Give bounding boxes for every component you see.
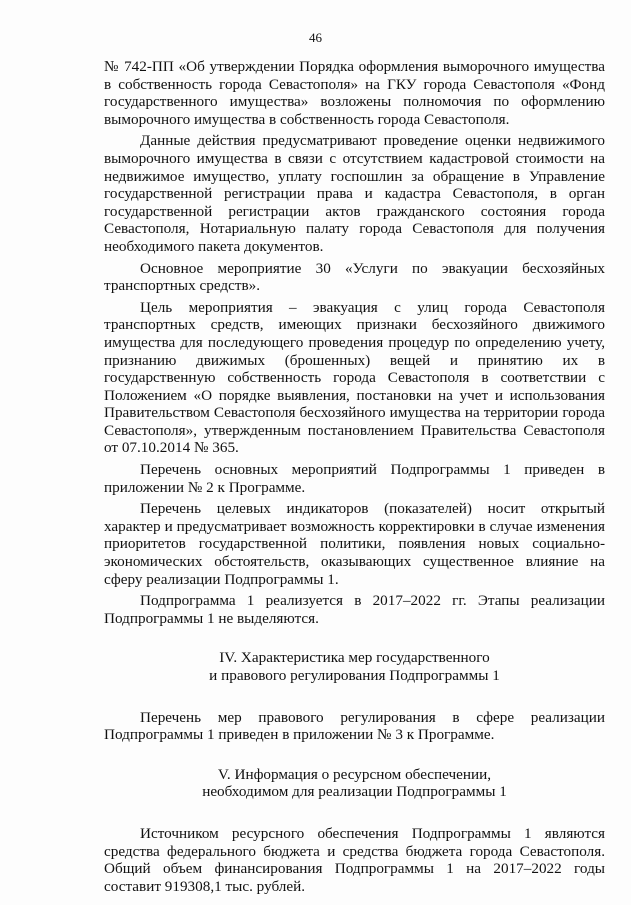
paragraph-activities-list: Перечень основных мероприятий Подпрограммы 1 приведен в приложении № 2 к Программе. bbox=[104, 461, 605, 496]
paragraph-legal-regulation: Перечень мер правового регулирования в сфере реализации Подпрограммы 1 приведен в приложении № 3 к Программе. bbox=[104, 708, 605, 744]
document-body bbox=[104, 58, 605, 895]
paragraph-funding: Источником ресурсного обеспечения Подпрограммы 1 являются средства федерального бюджета и средства бюджета города Севастополя. Общий объем финансирования Подпрограммы 1 на 2017–2022 годы составит 919308,1 тыс. рублей. bbox=[104, 824, 605, 895]
paragraph-activity-goal: Цель мероприятия – эвакуация с улиц города Севастополя транспортных средств, имеющих признаки бесхозяйного движимого имущества для последующего проведения процедур по определению учету, признанию движимых (брошенных) вещей и принятию их в государственную собственность города Севастополя в соответствии с Положением «О порядке выявления, постановки на учет и использования Правительством Севастополя бесхозяйного имущества на территории города Севастополя», утвержденным постановлением Правительства Севастополя от 07.10.2014 № 365. bbox=[104, 298, 605, 457]
section-5-heading-line-2: необходимом для реализации Подпрограммы 1 bbox=[202, 783, 507, 801]
paragraph-main-activity-30: Основное мероприятие 30 «Услуги по эвакуации бесхозяйных транспортных средств». bbox=[104, 259, 605, 295]
paragraph-decree-reference: № 742-ПП «Об утверждении Порядка оформления выморочного имущества в собственность города Севастополя» на ГКУ города Севастополя «Фонд государственного имущества» возложены полномочия по оформлению выморочного имущества в собственность города Севастополя. bbox=[104, 58, 605, 128]
section-5-heading-line-1: V. Информация о ресурсном обеспечении, bbox=[217, 765, 492, 783]
section-4-heading-line-1: IV. Характеристика мер государственного bbox=[219, 649, 490, 667]
paragraph-indicators: Перечень целевых индикаторов (показателей) носит открытый характер и предусматривает возможность корректировки в случае изменения приоритетов государственной политики, появления новых социально-экономических обстоятельств, оказывающих существенное влияние на сферу реализации Подпрограммы 1. bbox=[104, 500, 605, 588]
section-5-heading bbox=[104, 766, 605, 801]
paragraph-actions: Данные действия предусматривают проведение оценки недвижимого выморочного имущества в связи с отсутствием кадастровой стоимости на недвижимое имущество, уплату госпошлин за обращение в Управление государственной регистрации права и кадастра Севастополя, в орган государственной регистрации актов гражданского состояния города Севастополя, Нотариальную палату города Севастополя для получения необходимого пакета документов. bbox=[104, 132, 605, 255]
section-4-heading-line-2: и правового регулирования Подпрограммы 1 bbox=[209, 667, 500, 684]
page-number: 46 bbox=[309, 30, 322, 45]
section-4-heading bbox=[104, 649, 605, 684]
paragraph-implementation-period: Подпрограмма 1 реализуется в 2017–2022 гг. Этапы реализации Подпрограммы 1 не выделяются. bbox=[104, 592, 605, 627]
